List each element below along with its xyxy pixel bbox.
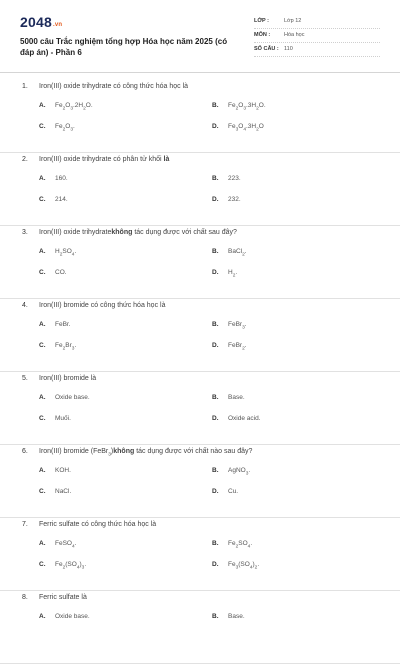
question-number: 8. (22, 594, 28, 601)
option-letter: B. (212, 102, 219, 109)
question-item (0, 299, 400, 372)
meta-question-count (254, 42, 380, 57)
option-text: $Fe_2SO_4$. (228, 540, 253, 550)
option-letter: B. (212, 394, 219, 401)
option-text: 223. (228, 175, 241, 182)
question-item (0, 80, 400, 153)
option-text: $H_2SO_4$. (55, 248, 77, 258)
option-letter: C. (39, 269, 46, 276)
option-text: $Fe_2Br_3$. (55, 342, 77, 352)
question-number: 3. (22, 229, 28, 236)
meta-grade (254, 14, 380, 29)
option-text: Oxide base. (55, 613, 90, 620)
option-text: $H_2$. (228, 269, 238, 279)
option-text: $Fe_3(SO_4)_2$. (228, 561, 260, 571)
option-text: CO. (55, 269, 67, 276)
option-text: $Fe_2O_3.2H_2O$. (55, 102, 93, 112)
question-stem: Iron(III) oxide trihydrate có công thức hóa học là (39, 83, 189, 90)
question-number: 2. (22, 156, 28, 163)
question-stem: Ferric sulfate là (39, 594, 87, 601)
option-text: $Fe_2O_3$. (55, 123, 75, 133)
document-title: 5000 câu Trắc nghiệm tổng hợp Hóa học năm 2025 (có đáp án) - Phần 6 (20, 37, 228, 57)
option-letter: A. (39, 394, 46, 401)
option-text: FeBr$_3$. (228, 321, 247, 331)
option-letter: D. (212, 415, 219, 422)
question-item (0, 153, 400, 226)
option-letter: C. (39, 415, 46, 422)
logo-domain: .vn (52, 22, 63, 28)
question-item (0, 445, 400, 518)
question-number: 4. (22, 302, 28, 309)
option-letter: D. (212, 561, 219, 568)
option-letter: D. (212, 196, 219, 203)
meta-key: LỚP : (254, 18, 269, 24)
option-letter: A. (39, 613, 46, 620)
question-stem: Iron(III) oxide trihydratekhông tác dụng được với chất sau đây? (39, 229, 237, 236)
option-letter: C. (39, 488, 46, 495)
option-text: Muối. (55, 415, 71, 422)
meta-value: 110 (284, 46, 293, 52)
option-text: AgNO$_3$. (228, 467, 251, 477)
option-letter: B. (212, 540, 219, 547)
option-text: KOH. (55, 467, 71, 474)
option-letter: D. (212, 269, 219, 276)
logo-text: 2048 (20, 14, 52, 30)
meta-key: MÔN : (254, 32, 271, 38)
option-letter: A. (39, 321, 46, 328)
question-number: 5. (22, 375, 28, 382)
option-text: Oxide acid. (228, 415, 261, 422)
option-letter: C. (39, 123, 46, 130)
option-letter: A. (39, 248, 46, 255)
option-letter: B. (212, 613, 219, 620)
meta-key: SỐ CÂU : (254, 46, 279, 52)
question-number: 6. (22, 448, 28, 455)
question-stem: Iron(III) oxide trihydrate có phân tử khối là (39, 156, 170, 163)
question-item (0, 518, 400, 591)
option-letter: B. (212, 175, 219, 182)
option-letter: C. (39, 561, 46, 568)
option-text: Cu. (228, 488, 239, 495)
question-number: 1. (22, 83, 28, 90)
option-letter: B. (212, 467, 219, 474)
question-item (0, 591, 400, 664)
question-number: 7. (22, 521, 28, 528)
option-text: 232. (228, 196, 241, 203)
meta-value: Lớp 12 (284, 18, 302, 24)
option-letter: A. (39, 102, 46, 109)
option-text: FeSO$_4$. (55, 540, 77, 550)
option-text: Base. (228, 613, 245, 620)
option-text: 214. (55, 196, 68, 203)
option-text: 160. (55, 175, 68, 182)
meta-value: Hóa học (284, 32, 305, 38)
option-letter: C. (39, 196, 46, 203)
option-letter: A. (39, 467, 46, 474)
option-text: Base. (228, 394, 245, 401)
question-stem: Ferric sulfate có công thức hóa học là (39, 521, 157, 528)
option-letter: D. (212, 342, 219, 349)
option-text: FeBr. (55, 321, 71, 328)
question-item (0, 226, 400, 299)
question-stem: Iron(III) bromide có công thức hóa học là (39, 302, 166, 309)
option-letter: B. (212, 248, 219, 255)
option-text: Oxide base. (55, 394, 90, 401)
question-list (0, 80, 400, 664)
option-text: NaCl. (55, 488, 72, 495)
option-letter: D. (212, 488, 219, 495)
option-text: $Fe_3O_4.3H_2O$ (228, 123, 264, 133)
option-letter: A. (39, 540, 46, 547)
option-letter: A. (39, 175, 46, 182)
question-stem: Iron(III) bromide (FeBr$_3$)không tác dụng được với chất nào sau đây? (39, 448, 253, 458)
question-item (0, 372, 400, 445)
site-logo[interactable] (20, 14, 62, 30)
option-text: FeBr$_2$. (228, 342, 247, 352)
option-letter: C. (39, 342, 46, 349)
option-text: BaCl$_2$. (228, 248, 247, 258)
header (0, 0, 400, 73)
question-stem: Iron(III) bromide là (39, 375, 97, 382)
option-letter: B. (212, 321, 219, 328)
option-text: $Fe_2O_3.3H_2O$. (228, 102, 266, 112)
option-text: $Fe_2(SO_4)_3$. (55, 561, 87, 571)
option-letter: D. (212, 123, 219, 130)
meta-subject (254, 28, 380, 43)
